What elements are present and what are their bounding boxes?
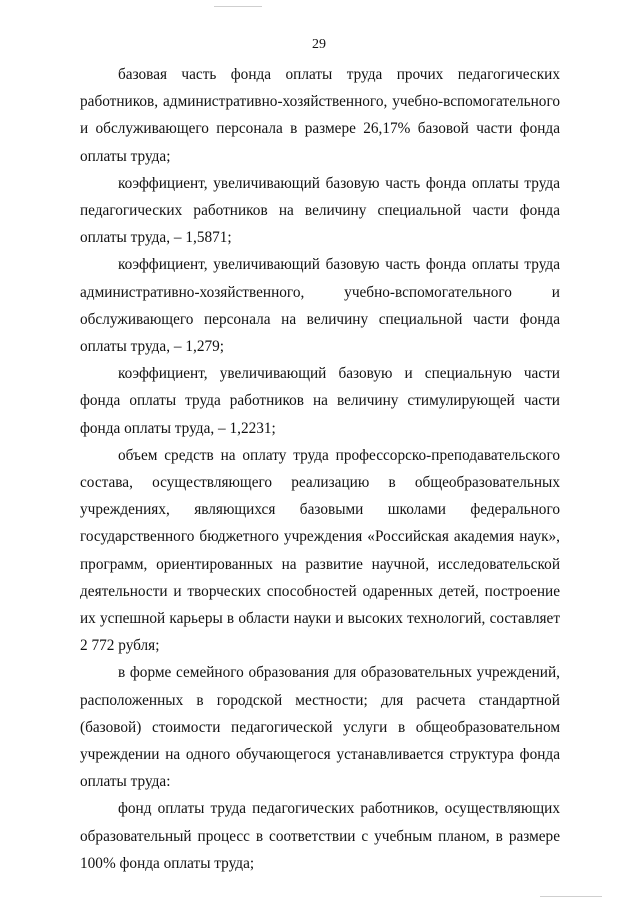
paragraph-professor-funds: объем средств на оплату труда профессорско-преподавательского состава, осуществляющего реализацию в общеобразовательных учреждениях, являющихся базовыми школами федерального государственного бюджетного учреждения «Российская академия наук», программ, ориентированных на развитие научной, исследовательской деятельности и творческих способностей одаренных детей, построение их успешной карьеры в области науки и высоких технологий, составляет 2 772 рубля; bbox=[80, 446, 560, 655]
scan-artifact bbox=[540, 896, 602, 897]
paragraph-coefficient-admin-staff: коэффициент, увеличивающий базовую часть фонда оплаты труда административно-хозяйственного, учебно-вспомогательного и обслуживающего персонала на величину специальной части фонда оплаты труда, – 1,279; bbox=[80, 256, 560, 356]
paragraph-base-part-other-staff: базовая часть фонда оплаты труда прочих педагогических работников, административно-хозяйственного, учебно-вспомогательного и обслуживающего персонала в размере 26,17% базовой части фонда оплаты труда; bbox=[80, 66, 560, 165]
document-body bbox=[80, 61, 560, 877]
scan-artifact bbox=[214, 6, 262, 7]
paragraph-coefficient-stimulating: коэффициент, увеличивающий базовую и специальную части фонда оплаты труда работников на величину стимулирующей части фонда оплаты труда, – 1,2231; bbox=[80, 365, 560, 437]
paragraph-family-education: в форме семейного образования для образовательных учреждений, расположенных в городской местности; для расчета стандартной (базовой) стоимости педагогической услуги в общеобразовательном учреждении на одного обучающегося устанавливается структура фонда оплаты труда: bbox=[80, 664, 560, 791]
page-number: 29 bbox=[312, 37, 326, 52]
paragraph-coefficient-teachers: коэффициент, увеличивающий базовую часть фонда оплаты труда педагогических работников на величину специальной части фонда оплаты труда, – 1,5871; bbox=[80, 174, 560, 247]
paragraph-teacher-pay-fund: фонд оплаты труда педагогических работников, осуществляющих образовательный процесс в соответствии с учебным планом, в размере 100% фонда оплаты труда; bbox=[80, 800, 560, 872]
